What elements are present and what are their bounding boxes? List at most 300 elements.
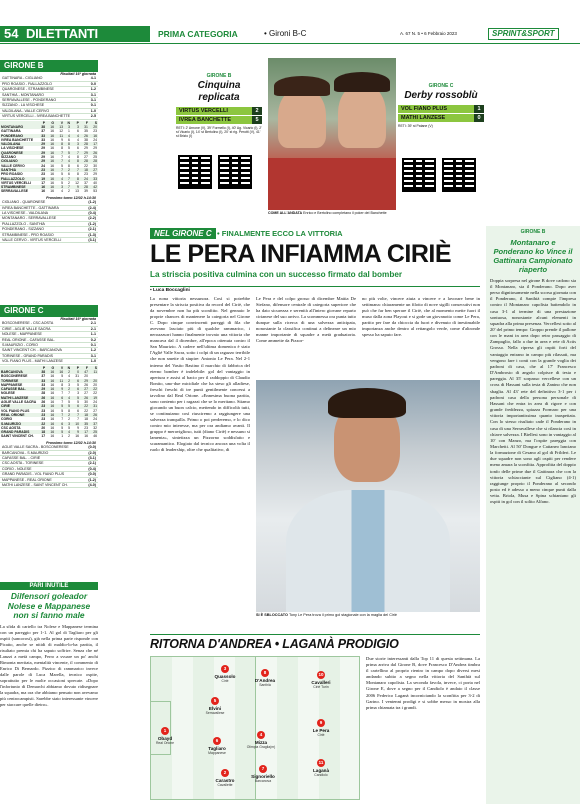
main-subhead: La striscia positiva culmina con un successo firmato dal bomber	[150, 270, 403, 279]
table-cell: 26	[84, 133, 88, 138]
table-header-cell: G	[51, 120, 54, 125]
table-cell: 7	[77, 167, 79, 172]
table-cell: 5	[61, 163, 63, 168]
table-cell: 5	[77, 395, 80, 400]
team-name: SAINT VINCENT CH.	[1, 434, 34, 439]
table-cell: 16	[50, 142, 54, 147]
table-cell: 16	[50, 430, 55, 435]
table-cell: 11	[59, 378, 64, 383]
match-label: BOSCONERESE - CSC AOSTA	[2, 321, 54, 326]
table-cell: 31	[93, 404, 97, 409]
player-team: Santhià	[259, 683, 271, 687]
player-hair	[274, 76, 330, 96]
table-cell: 16	[93, 133, 97, 138]
match-score: 4-1	[90, 76, 96, 81]
player-name: Signoriello	[251, 774, 275, 779]
match-label: CIGLIANO - QUARONESE	[2, 200, 46, 205]
table-cell: 20	[84, 374, 88, 379]
table-cell: 29	[93, 172, 97, 177]
player-number-badge: 3	[221, 665, 229, 673]
match-label: TORINESE - GRAND PARADIS	[2, 353, 53, 358]
table-header-cell: F	[85, 365, 88, 370]
table-cell: 29	[84, 378, 88, 383]
table-cell: 3	[68, 124, 70, 129]
table-cell: 23	[41, 408, 46, 413]
table-cell: 16	[50, 434, 55, 439]
pari-article	[0, 582, 98, 804]
table-cell: 40	[93, 180, 97, 185]
table-header-cell: N	[67, 365, 71, 370]
team-name: MAPPANESE	[1, 382, 23, 387]
match-label: CSC AOSTA - TORINESE	[2, 461, 44, 466]
table-cell: 22	[84, 163, 88, 168]
match-score: 3-1	[90, 353, 96, 358]
table-cell: 3	[77, 391, 80, 396]
table-cell: 16	[50, 163, 54, 168]
table-cell: 22	[41, 421, 46, 426]
match-score: (0-0)	[88, 472, 96, 477]
table-cell: 16	[50, 124, 54, 129]
table-cell: 27	[93, 408, 97, 413]
player-name: Carastro	[215, 778, 235, 783]
table-cell: 20	[41, 425, 46, 430]
table-cell: 18	[84, 417, 88, 422]
match-label: GRAND PARADIS - VOL FIANO PLUS	[2, 472, 65, 477]
lepera-caption-lead: SI È SBLOCCATO	[256, 613, 288, 617]
player-number-badge: 4	[257, 731, 265, 739]
team-name: LA VISCHESE	[1, 146, 24, 151]
table-header-cell: V	[60, 120, 63, 125]
qr-code-icon	[218, 155, 252, 189]
table-cell: 2	[68, 167, 70, 172]
table-cell: 6	[77, 163, 79, 168]
table-cell: 23	[41, 172, 45, 177]
table-cell: 9	[61, 137, 63, 142]
table-cell: 33	[41, 382, 46, 387]
team-name: SANTHIÀ	[1, 167, 17, 172]
pari-body: La sfida di cartello tra Nolese e Mappanese termina con un pareggio per 1-1. Al gol di Tagliaro per gli ospiti (sancorosi), già nella prima parte risponde con Picatto, anche se nitidi di maldio-lo-ba partita, il risultato premia chi ha saputo soffrire. Senza che né Lanzzi a metà campo, Ferro a svuare un po' anchi Rimonta meritata, mentalità vincente, il commento di Enrico Di Bernardo. Pizzico di rammarico invece dalle parole di Luca Marella, tecnico ospite, soprattutto per le molte occasioni sprecate. «Dopo l'infortunio di Demarchi abbiamo dovuto ridisegnare la squadra, ma ora che abbiamo pensato non avevamo più centrocampisti. Sarebbe stato interessante vincere per staccare quelle dietro».	[0, 623, 98, 707]
table-cell: 16	[50, 129, 54, 134]
table-cell: 38	[41, 124, 45, 129]
newspaper-logo: SPRINT&SPORT	[488, 28, 559, 40]
table-cell: 16	[50, 425, 55, 430]
table-cell: 30	[93, 163, 97, 168]
player-team: Real Orione	[155, 741, 175, 745]
player-name: Cavalleri	[311, 680, 331, 685]
table-cell: 18	[84, 167, 88, 172]
match-label: SANTHIÀ - MONTANARO	[2, 92, 44, 97]
table-cell: 2	[68, 387, 71, 392]
team-name: AGLIÈ VALLE SACRA	[1, 400, 37, 405]
pari-kicker: PARI INUTILE	[0, 582, 98, 590]
table-cell: 23	[84, 172, 88, 177]
table-cell: 7	[61, 412, 64, 417]
table-cell: 25	[93, 155, 97, 160]
table-cell: 3	[77, 124, 79, 129]
table-cell: 5	[61, 172, 63, 177]
player-team: Serravallese	[205, 711, 225, 715]
table-cell: 6	[77, 378, 80, 383]
main-column-2: Le Pera e del colpo grosso di dicembre Mattia De Stefano, difensore centrale di categoria superiore che ha dato sicurezza e serenità all'intero giovane reparto cirianese del suo arrivo. La scommessa ora punta tutto dunque sulla ricerca di una salvezza anticipata, nonostante la classifica continui a delineare un mio manne importante di squadre a metà graduatoria. Come ammette da Pizzor-	[256, 296, 356, 344]
team-name: BOSCONERESE	[1, 374, 28, 379]
table-cell: 27	[84, 391, 88, 396]
match-score: (2-2)	[88, 216, 96, 221]
score-row	[176, 107, 262, 115]
match-label: CIRIÈ - AGLIÈ VALLE SACRA	[2, 326, 51, 331]
side-title: Montanaro e Ponderano ko Vince il Gattinara Campionato riaperto	[493, 237, 573, 274]
table-cell: 37	[41, 374, 46, 379]
girone-c-panel	[0, 305, 98, 488]
player-number-badge: 9	[317, 719, 325, 727]
table-cell: 16	[50, 408, 55, 413]
table-cell: 2	[68, 434, 71, 439]
table-cell: 26	[41, 395, 46, 400]
table-cell: 0	[77, 369, 80, 374]
table-header-cell: S	[94, 120, 97, 125]
rule	[150, 634, 480, 635]
girone-c-standings	[0, 366, 98, 439]
match-score: 0-2	[90, 337, 96, 342]
table-cell: 27	[84, 155, 88, 160]
table-cell: 16	[75, 434, 80, 439]
table-cell: 17	[41, 180, 45, 185]
table-cell: 2	[68, 412, 71, 417]
table-cell: 29	[41, 142, 45, 147]
table-cell: 6	[77, 408, 80, 413]
match-score: (1-2)	[88, 221, 96, 226]
player-number-badge: 11	[318, 760, 324, 765]
table-cell: 24	[84, 176, 88, 181]
table-cell: 4	[77, 137, 79, 142]
table-cell: 23	[41, 404, 46, 409]
girone-b-next-title: Prossimo turno 12/02 h.14:30	[46, 195, 96, 200]
kicker-text: • FINALMENTE ECCO LA VITTORIA	[217, 229, 343, 238]
table-cell: 7	[77, 417, 80, 422]
player-name: Obayd	[157, 736, 173, 741]
table-cell: 6	[68, 137, 70, 142]
table-cell: 6	[77, 387, 80, 392]
player-face	[338, 84, 386, 148]
qr-code-icon	[178, 155, 212, 189]
byline-name: Luca Boccaglini	[153, 288, 190, 293]
score-row	[176, 116, 262, 124]
match-label: QUARONESE - STRAMBINESE	[2, 87, 54, 92]
team-name: QUARONESE	[1, 150, 23, 155]
team-name: REAL ORIONE	[1, 412, 25, 417]
table-cell: 7	[61, 159, 63, 164]
table-cell: 16	[50, 155, 54, 160]
team-name: GRAND PARADIS	[1, 430, 30, 435]
table-cell: 6	[68, 172, 70, 177]
team-name: MATHI LANZESE	[401, 114, 446, 121]
table-cell: 8	[77, 155, 79, 160]
side-article	[486, 226, 580, 804]
table-cell: 29	[84, 150, 88, 155]
table-cell: 33	[41, 137, 45, 142]
team-name: CSC AOSTA	[1, 425, 21, 430]
table-header-cell: P	[76, 365, 80, 370]
table-cell: 2	[68, 369, 71, 374]
team-name: CORIO	[1, 417, 13, 422]
table-cell: 8	[61, 142, 63, 147]
table-cell: 37	[41, 129, 45, 134]
table-cell: 24	[93, 417, 97, 422]
table-cell: 23	[41, 167, 45, 172]
table-header-cell: P	[42, 120, 45, 125]
table-cell: 16	[50, 400, 55, 405]
table-cell: 12	[59, 129, 63, 134]
team-score: 5	[252, 116, 262, 124]
match-score: (0-0)	[88, 445, 96, 450]
table-cell: 23	[93, 129, 97, 134]
table-cell: 35	[84, 421, 88, 426]
side-body: Doppia sorpresa nel girone B dove cadono sia il Montanaro, sia il Ponderano. Dopo aver perso dignitosamente nella scorsa giornata con il Ponderano, il Santhià compie l'impresa contro il Montanaro capolista battendolo in casa 3-1 al termine di una prestazione sontuosa, nonostante alcuni elementi in squadra alla prima presenza. Vercellesi sotto al 20' del primo tempo: Groppo prende il pallone con le mani in area dopo retro passaggio di Zampaglio, fallo a due in area e rete di Actis Grosso. Nella ripresa gli ospiti forti del vantaggio entrano in campo più rilassati, ma vengono fare i conti con la grande voglia dei padroni di casa, che al 17' Francesco D'Ambrosio di angolo colpisce di testa e pareggia. Al 35' sorpasso vercellese con un cross di Hassani sulla testa di Zanino che non sbaglia. Al 43' rete del definitivo 3-1 per i padroni casa della persona personale di Hassani che entra in area di rigore e con grande freddezza, spiazza Formaro per una vittoria importantissima quanto inaspettata. Con lo stesso risultato cade il Ponderano in casa di una Serravallese che si rilancia così in chiave salvezza. I Biellesi sono in vantaggio al 10' con Manzo, ma l'ospite pareggia con Marchetti. Al 50' Dongue e Cattaneo lanciano la formazione di Cesano al gol di Frilderi. Le due squadre non sono agli ospiti per rendere meno amara la sconfitta. Approfitta del doppio tonfo delle prime due il Gattinara che con la vittoria schiacciante sul Cigliano (4-1) raggiunge proprio il Ponderano al secondo posto ed è adesso a meno cinque punti dalla vetta. Briola, Musa e Spina schiantano gli ospiti in gol con il solito Alfano.	[490, 277, 576, 505]
match-label: SERRAVALLESE - PONDERANO	[2, 98, 57, 103]
table-cell: 5	[61, 404, 64, 409]
table-cell: 7	[77, 412, 80, 417]
table-cell: 6	[77, 129, 79, 134]
table-cell: 29	[41, 387, 46, 392]
match-label: SIZZANO - LA VISCHESE	[2, 103, 45, 108]
table-cell: 8	[77, 176, 79, 181]
caption-lead: COME ALL'ANDATA	[268, 211, 303, 215]
table-cell: 16	[59, 369, 64, 374]
table-cell: 19	[93, 395, 97, 400]
player-number-badge: 10	[318, 672, 324, 677]
table-cell: 16	[50, 391, 55, 396]
table-cell: 16	[50, 185, 54, 190]
table-cell: 35	[84, 129, 88, 134]
table-cell: 8	[77, 172, 79, 177]
player-name: Elvini	[208, 706, 222, 711]
table-cell: 38	[84, 137, 88, 142]
table-cell: 4	[68, 155, 70, 160]
player-name: D'Andrea	[254, 678, 276, 683]
table-header-cell: P	[42, 365, 46, 370]
table-cell: 4	[68, 133, 70, 138]
match-label: CORIO - NOLESE	[2, 466, 32, 471]
match-label: MAPPANESE - REAL ORIONE	[2, 477, 52, 482]
match-label: SAINT VINCENT CH. - BARCANOVA	[2, 348, 62, 353]
player-name: Le Pera	[312, 728, 330, 733]
match-score: (1-2)	[88, 477, 96, 482]
table-cell: 31	[75, 374, 80, 379]
table-cell: 23	[41, 417, 46, 422]
next-match-row	[0, 238, 98, 243]
table-header-cell: G	[51, 365, 55, 370]
team-score: 2	[252, 107, 262, 115]
table-cell: 5	[68, 400, 71, 405]
table-cell: 6	[61, 395, 64, 400]
derby-girone: GIRONE C	[428, 83, 454, 89]
table-cell: 7	[68, 391, 71, 396]
table-cell: 5	[68, 146, 70, 151]
table-cell: 6	[77, 146, 79, 151]
table-cell: 5	[61, 425, 64, 430]
player-name: Tagliaro	[208, 746, 226, 751]
table-cell: 9	[61, 387, 64, 392]
table-cell: 29	[84, 146, 88, 151]
table-cell: 22	[84, 404, 88, 409]
girone-c-results	[0, 321, 98, 364]
table-cell: 7	[61, 417, 64, 422]
match-label: NOLESE - MAPPANESE	[2, 332, 42, 337]
table-cell: 5	[68, 404, 71, 409]
table-cell: 22	[93, 391, 97, 396]
table-cell: 17	[84, 430, 88, 435]
table-cell: 18	[41, 430, 46, 435]
table-cell: 5	[61, 180, 63, 185]
main-column-3: no più volte, vincere aiuta a vincere e a lavorare bene in settimana: chiaramente un filotto di nove sigilli consecutivi non può che far ben sperare il Ciriè, che al momento mette fuori il muso dalla zona Playout e si gode un giovanotto come Le Pera, partito per fare da chioccia da fuori e divenuto di inestimabile importanza anche dentro al rettangolo verde, come d'altronde spesso ha saputo fare.	[362, 296, 480, 338]
team-score: 0	[474, 114, 484, 122]
player-team: Candiolo	[314, 773, 328, 777]
team-score: 1	[474, 105, 484, 113]
table-cell: 16	[50, 180, 54, 185]
match-score: (0-4)	[88, 210, 96, 215]
match-label: AGLIÈ VALLE SACRA - BOSCONERESE	[2, 445, 69, 450]
player-team: Ciriè	[221, 679, 229, 683]
table-cell: 8	[77, 159, 79, 164]
team-name: S.MAURIZIO	[1, 421, 21, 426]
table-cell: 3	[68, 382, 71, 387]
table-header-cell: N	[67, 120, 70, 125]
table-cell: 3	[77, 142, 79, 147]
girone-b-next	[0, 200, 98, 243]
qr-code-icon	[442, 158, 476, 192]
table-cell: 4	[68, 395, 71, 400]
section-title: DILETTANTI	[26, 26, 98, 41]
cinquina-title: Cinquina replicata	[197, 79, 241, 103]
team-name: VOL FIANO PLUS	[401, 105, 448, 112]
match-score: (3-1)	[88, 455, 96, 460]
table-cell: 9	[77, 430, 80, 435]
table-cell: 4	[61, 176, 63, 181]
table-cell: 5	[77, 382, 80, 387]
team-name: IVREA BANCHETTE	[179, 116, 232, 123]
match-score: 2-1	[90, 326, 96, 331]
match-score: 1-0	[90, 108, 96, 113]
table-cell: 4	[68, 430, 71, 435]
table-cell: 16	[50, 167, 54, 172]
team-name: MATHI LANZESE	[1, 395, 29, 400]
table-cell: 16	[50, 189, 54, 194]
match-score: 1-2	[90, 87, 96, 92]
match-label: STRAMBINESE - PRO ROASIO	[2, 232, 54, 237]
table-cell: 16	[50, 374, 55, 379]
player-number-badge: 1	[161, 727, 169, 735]
table-cell: 37	[84, 180, 88, 185]
team-name: CIRIÈ	[1, 404, 11, 409]
page-header	[0, 26, 580, 42]
match-score: 0-1	[90, 103, 96, 108]
side-girone: GIRONE B	[520, 229, 546, 235]
cinquina-reti: RETI: 2' Arnone (V), 39' Formello (I), 40' Ag. Vicario (I), 2' st Vicario (I), 14' st Bertolino (I), 20' st rig. Perotti (V), 41' st Brizio (I)	[176, 125, 262, 138]
table-header-cell: P	[76, 120, 79, 125]
table-cell: 17	[41, 434, 46, 439]
table-cell: 5	[68, 150, 70, 155]
team-name: IVREA BANCHETTE	[1, 137, 34, 142]
table-cell: 46	[93, 434, 97, 439]
issue-info: A. 67 N. 5 • 6 Febbraio 2023	[400, 31, 457, 36]
match-label: LA VISCHESE - VALDILANA	[2, 210, 49, 215]
table-cell: 37	[93, 421, 97, 426]
player-face	[278, 88, 326, 148]
table-cell: 7	[77, 150, 79, 155]
team-name: PRO ROASIO	[1, 172, 23, 177]
table-cell: 33	[41, 378, 46, 383]
table-cell: 2	[68, 417, 71, 422]
table-cell: 6	[77, 404, 80, 409]
player-team: Ciriè	[317, 733, 325, 737]
table-cell: 1	[68, 129, 70, 134]
top11-body: Due storie interessanti dalla Top 11 di questa settimana. La prima arriva dal Girone B, dove Francesco D'Andrea timbra il cartellino al proprio rientro in campo dopo diversi mesi andando subito a segno nella vittoria del Santhià sul Montanaro capolista. La seconda favola, invece, ci porta nel Girone E, dove a segno per il Candiolo è andato il classe 2006 Federico Laganà incorniciando la sconfitta per 3-2 di Garino. I ventenni prodigi e si sobbe messo in mostra alla prima chiamata tra i grandi.	[366, 656, 480, 710]
table-cell: 16	[84, 434, 88, 439]
table-cell: 22	[84, 408, 88, 413]
byline: ▪ Luca Boccaglini	[150, 288, 190, 293]
match-label: PRO ROASIO - FIALLAZZOLO	[2, 81, 52, 86]
table-cell: 26	[41, 400, 46, 405]
table-cell: 7	[68, 176, 70, 181]
table-cell: 28	[93, 159, 97, 164]
match-label: VOL FIANO PLUS - MATHI LANZESE	[2, 359, 63, 364]
player-number-badge: 8	[261, 669, 269, 677]
top11-pitch	[150, 656, 360, 800]
team-name: STRAMBINESE	[1, 185, 26, 190]
table-cell: 25	[93, 430, 97, 435]
table-cell: 20	[93, 124, 97, 129]
table-cell: 16	[50, 417, 55, 422]
table-cell: 26	[93, 150, 97, 155]
team-name: MONTANARO	[1, 124, 24, 129]
girone-c-next	[0, 445, 98, 488]
derby-reti: RETI: 39' st Patane (V)	[398, 123, 433, 128]
table-cell: 6	[61, 421, 64, 426]
team-name: VALLE CERVO	[1, 163, 25, 168]
table-cell: 29	[41, 150, 45, 155]
table-cell: 26	[84, 395, 88, 400]
table-cell: 16	[50, 404, 55, 409]
match-score: 0-1	[90, 343, 96, 348]
table-cell: 16	[50, 150, 54, 155]
match-score: (3-1)	[88, 237, 96, 242]
match-score: (0-4)	[88, 466, 96, 471]
match-score: (4-0)	[88, 482, 96, 487]
table-cell: 47	[84, 369, 88, 374]
players-photo-caption	[268, 211, 468, 215]
table-cell: 16	[50, 133, 54, 138]
table-cell: 16	[41, 185, 45, 190]
match-score: 2-1	[90, 321, 96, 326]
table-cell: 22	[93, 387, 97, 392]
match-label: PIALLAZZOLO - SANTHIÀ	[2, 221, 45, 226]
player-name: Quassolo	[214, 674, 236, 679]
match-score: 1-0	[90, 359, 96, 364]
table-cell: 16	[50, 146, 54, 151]
team-name: TORINESE	[1, 378, 19, 383]
table-cell: 5	[77, 400, 80, 405]
match-score: (2-1)	[88, 461, 96, 466]
match-score: 1-1	[90, 332, 96, 337]
cinquina-girone: GIRONE B	[206, 73, 232, 79]
next-match-row	[0, 483, 98, 488]
pari-title: Dilfensori goleador Nolese e Mappanese non si fanno male	[7, 591, 91, 620]
table-cell: 16	[50, 159, 54, 164]
table-cell: 13	[75, 189, 79, 194]
section-band	[0, 26, 150, 42]
table-cell: 20	[93, 378, 97, 383]
girone-c-title: GIRONE C	[0, 305, 98, 317]
table-cell: 1	[61, 434, 64, 439]
